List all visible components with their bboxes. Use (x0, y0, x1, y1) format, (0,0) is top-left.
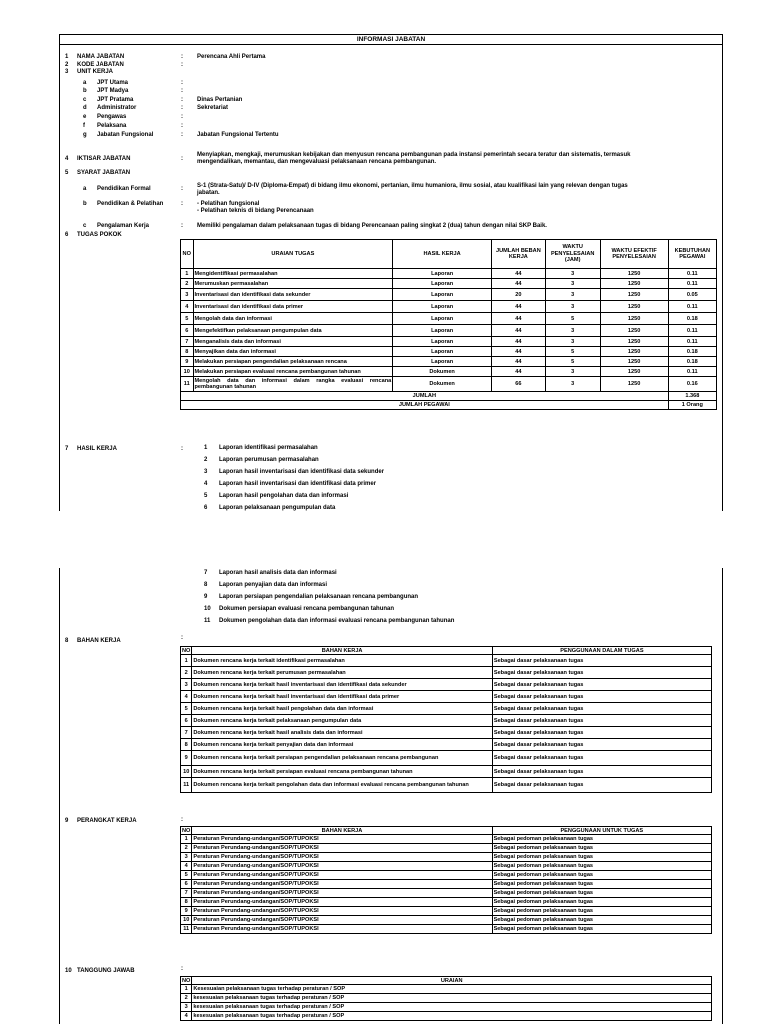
cell-waktu: 3 (545, 279, 600, 289)
cell-no: 6 (181, 880, 192, 889)
tugas-pokok-table (180, 239, 717, 410)
table-row (181, 667, 712, 679)
cell-uraian: Mengolah data dan informasi (193, 313, 393, 325)
field-label: UNIT KERJA (77, 69, 114, 75)
cell-no: 3 (181, 1003, 192, 1012)
list-item-number: 9 (204, 594, 208, 600)
cell-no: 6 (181, 325, 194, 337)
cell-bahan: Dokumen rencana kerja terkait penyajian data dan informasi (192, 739, 492, 751)
list-item-number: 11 (204, 618, 211, 624)
jumlah-row: JUMLAH 1.368 (181, 392, 717, 401)
cell-waktu: 5 (545, 357, 600, 367)
cell-guna: Sebagai pedoman pelaksanaan tugas (492, 907, 711, 916)
cell-hasil: Dokumen (393, 367, 492, 377)
field-label: KODE JABATAN (77, 62, 124, 68)
cell-guna: Sebagai pedoman pelaksanaan tugas (492, 898, 711, 907)
cell-waktu: 3 (545, 367, 600, 377)
section-tanggung-jawab: TANGGUNG JAWAB (77, 968, 135, 974)
cell-uraian: Melakukan persiapan pengendalian pelaksanaan rencana (193, 357, 393, 367)
cell-kebutuhan: 0.05 (668, 289, 716, 301)
table-row (181, 853, 712, 862)
cell-efektif: 1250 (600, 279, 668, 289)
cell-no: 8 (181, 898, 192, 907)
cell-no: 10 (181, 916, 192, 925)
cell-bahan: Peraturan Perundang-undangan/SOP/TUPOKSI (192, 898, 492, 907)
cell-beban: 44 (492, 337, 546, 347)
table-row (181, 889, 712, 898)
cell-waktu: 3 (545, 377, 600, 392)
cell-no: 1 (181, 985, 192, 994)
table-row (181, 377, 717, 392)
cell-hasil: Laporan (393, 337, 492, 347)
cell-uraian: kesesuaian pelaksanaan tugas terhadap peraturan / SOP (192, 994, 712, 1003)
list-item-number: 6 (204, 505, 208, 511)
cell-no: 11 (181, 778, 192, 793)
field-label: NAMA JABATAN (77, 54, 125, 60)
table-row (181, 778, 712, 793)
list-item: Laporan penyajian data dan informasi (219, 582, 328, 588)
cell-beban: 44 (492, 279, 546, 289)
cell-no: 2 (181, 279, 194, 289)
table-row (181, 325, 717, 337)
tanggung-jawab-table (180, 976, 712, 1021)
list-item-number: 5 (204, 493, 208, 499)
cell-bahan: Peraturan Perundang-undangan/SOP/TUPOKSI (192, 844, 492, 853)
table-row (181, 367, 717, 377)
table-row (181, 691, 712, 703)
cell-kebutuhan: 0.11 (668, 279, 716, 289)
table-row (181, 880, 712, 889)
cell-bahan: Peraturan Perundang-undangan/SOP/TUPOKSI (192, 880, 492, 889)
table-row (181, 313, 717, 325)
cell-hasil: Laporan (393, 279, 492, 289)
cell-bahan: Dokumen rencana kerja terkait hasil inventarisasi dan identifikasi data primer (192, 691, 492, 703)
cell-bahan: Dokumen rencana kerja terkait persiapan pengendalian pelaksanaan rencana pembangunan (192, 751, 492, 766)
table-header: NO BAHAN KERJA PENGGUNAAN UNTUK TUGAS (181, 827, 712, 835)
cell-bahan: Peraturan Perundang-undangan/SOP/TUPOKSI (192, 853, 492, 862)
cell-efektif: 1250 (600, 347, 668, 357)
cell-kebutuhan: 0.18 (668, 347, 716, 357)
cell-hasil: Laporan (393, 313, 492, 325)
table-row (181, 279, 717, 289)
table-row (181, 301, 717, 313)
cell-uraian: Menyajikan data dan informasi (193, 347, 393, 357)
cell-waktu: 3 (545, 269, 600, 279)
cell-efektif: 1250 (600, 367, 668, 377)
cell-uraian: Inventarisasi dan identifikasi data sekunder (193, 289, 393, 301)
cell-bahan: Peraturan Perundang-undangan/SOP/TUPOKSI (192, 862, 492, 871)
cell-uraian: Mengolah data dan informasi dalam rangka evaluasi rencana pembangunan tahunan (194, 378, 392, 390)
list-item-number: 7 (204, 570, 208, 576)
cell-waktu: 3 (545, 289, 600, 301)
cell-waktu: 3 (545, 337, 600, 347)
table-row (181, 1003, 712, 1012)
table-row (181, 751, 712, 766)
cell-no: 10 (181, 367, 194, 377)
cell-guna: Sebagai dasar pelaksanaan tugas (492, 715, 711, 727)
cell-waktu: 5 (545, 313, 600, 325)
cell-no: 8 (181, 739, 192, 751)
cell-no: 5 (181, 871, 192, 880)
cell-uraian: kesesuaian pelaksanaan tugas terhadap peraturan / SOP (192, 1012, 712, 1021)
cell-no: 4 (181, 1012, 192, 1021)
page-title: INFORMASI JABATAN (356, 36, 426, 43)
section-syarat-jabatan: SYARAT JABATAN (77, 170, 131, 176)
cell-bahan: Peraturan Perundang-undangan/SOP/TUPOKSI (192, 907, 492, 916)
cell-bahan: Dokumen rencana kerja terkait pelaksanaan pengumpulan data (192, 715, 492, 727)
cell-kebutuhan: 0.11 (668, 325, 716, 337)
cell-kebutuhan: 0.18 (668, 313, 716, 325)
cell-guna: Sebagai pedoman pelaksanaan tugas (492, 871, 711, 880)
cell-bahan: Peraturan Perundang-undangan/SOP/TUPOKSI (192, 925, 492, 934)
cell-no: 3 (181, 679, 192, 691)
jumlah-pegawai-row: JUMLAH PEGAWAI 1 Orang (181, 401, 717, 410)
list-item-number: 2 (204, 457, 208, 463)
cell-no: 7 (181, 727, 192, 739)
title-divider (60, 44, 722, 45)
table-row (181, 715, 712, 727)
cell-hasil: Laporan (393, 325, 492, 337)
cell-no: 5 (181, 313, 194, 325)
cell-kebutuhan: 0.16 (668, 377, 716, 392)
section-perangkat-kerja: PERANGKAT KERJA (77, 818, 137, 824)
cell-hasil: Laporan (393, 357, 492, 367)
cell-bahan: Dokumen rencana kerja terkait perumusan permasalahan (192, 667, 492, 679)
table-row (181, 739, 712, 751)
list-item: Laporan hasil inventarisasi dan identifikasi data primer (219, 481, 377, 487)
cell-bahan: Dokumen rencana kerja terkait persiapan evaluasi rencana pembangunan tahunan (192, 766, 492, 778)
cell-efektif: 1250 (600, 269, 668, 279)
cell-guna: Sebagai pedoman pelaksanaan tugas (492, 835, 711, 844)
table-row (181, 844, 712, 853)
cell-guna: Sebagai dasar pelaksanaan tugas (492, 778, 711, 793)
document-page-1: INFORMASI JABATAN 1 NAMA JABATAN : Perencana Ahli Pertama 2 KODE JABATAN : 3 UNIT KERJA a JPT Utama : b JPT Madya : c JPT Pratama : Dinas Pertanian d Administrator : Sekretariat e Pengawas : f Pelaksana : g Jabatan Fungsional : Jabatan Fungsional Tertentu 4 IKTISAR JABATAN : Menyiapkan, mengkaji, merumuskan kebijakan dan menyusun rencana pembangunan pada instansi pemerintah secara teratur dan sistematis, termasuk mengendalikan, memantau, dan mengevaluasi pelaksanaan rencana pembangunan. 5 SYARAT JABATAN a Pendidikan Formal : S-1 (Strata-Satu)/ D-IV (Diploma-Empat) di bidang ilmu ekonomi, pertanian, ilmu humaniora, ilmu sosial, atau kualifikasi lain yang relevan dengan tugas jabatan. b Pendidikan & Pelatihan : - Pelatihan fungsional - Pelatihan teknis di bidang Perencanaan c Pengalaman Kerja : Memiliki pengalaman dalam pelaksanaan tugas di bidang Perencanaan paling singkat 2 (dua) tahun dengan nilai SKP Baik. 6 TUGAS POKOK NO URAIAN TUGAS HASIL KERJA JUMLAH BEBAN KERJA WAKTU PENYELESAIAN (JAM) WAKTU EFEKTIF PENYELESAIAN KEBUTUHAN PEGAWAI 1 Mengidentifikasi permasalahan Laporan 44 3 1250 0.11 2 Merumuskan permasalahan Laporan 44 3 1250 0.11 3 Inventarisasi dan identifikasi data sekunder Laporan 20 3 1250 0.05 4 Inventarisasi dan identifikasi data primer Laporan 44 3 1250 0.11 5 Mengolah data dan informasi Laporan 44 5 1250 0.18 6 Mengefektifkan pelaksanaan pengumpulan data Laporan 44 3 1250 0.11 7 Menganalisis data dan informasi Laporan 44 3 1250 0.11 8 Menyajikan data dan informasi Laporan 44 5 1250 0.18 9 Melakukan persiapan pengendalian pelaksanaan rencana Laporan 44 5 1250 0.18 10 Melakukan persiapan evaluasi rencana pembangunan tahunan Dokumen 44 3 1250 0.11 11 Mengolah data dan informasi dalam rangka evaluasi rencana pembangunan tahunan Dokumen 66 3 1250 0.16 JUMLAH 1.368 JUMLAH PEGAWAI 1 Orang 7 HASIL KERJA : 1 Laporan identifikasi permasalahan 2 Laporan perumusan permasalahan 3 Laporan hasil inventarisasi dan identifikasi data sekunder 4 Laporan hasil inventarisasi dan identifikasi data primer 5 Laporan hasil pengolahan data dan informasi 6 Laporan pelaksanaan pengumpulan data (59, 34, 723, 511)
table-row (181, 862, 712, 871)
list-item: Laporan hasil analisis data dan informasi (219, 570, 337, 576)
cell-no: 9 (181, 907, 192, 916)
table-row (181, 337, 717, 347)
cell-guna: Sebagai pedoman pelaksanaan tugas (492, 844, 711, 853)
cell-no: 7 (181, 889, 192, 898)
bahan-kerja-table (180, 646, 712, 793)
table-row (181, 1012, 712, 1021)
cell-guna: Sebagai pedoman pelaksanaan tugas (492, 889, 711, 898)
cell-no: 10 (181, 766, 192, 778)
cell-bahan: Dokumen rencana kerja terkait hasil analisis data dan informasi (192, 727, 492, 739)
cell-guna: Sebagai pedoman pelaksanaan tugas (492, 862, 711, 871)
cell-guna: Sebagai pedoman pelaksanaan tugas (492, 916, 711, 925)
cell-kebutuhan: 0.11 (668, 367, 716, 377)
cell-beban: 44 (492, 269, 546, 279)
cell-no: 4 (181, 691, 192, 703)
section-tugas-pokok: TUGAS POKOK (77, 232, 122, 238)
cell-hasil: Dokumen (393, 377, 492, 392)
list-item: Dokumen persiapan evaluasi rencana pembangunan tahunan (219, 606, 395, 612)
list-item-number: 10 (204, 606, 211, 612)
cell-beban: 44 (492, 325, 546, 337)
cell-kebutuhan: 0.11 (668, 337, 716, 347)
cell-no: 1 (181, 655, 192, 667)
cell-bahan: Peraturan Perundang-undangan/SOP/TUPOKSI (192, 889, 492, 898)
cell-no: 2 (181, 667, 192, 679)
list-item-number: 1 (204, 445, 208, 451)
cell-no: 4 (181, 862, 192, 871)
cell-waktu: 3 (545, 301, 600, 313)
cell-uraian: Kesesuaian pelaksanaan tugas terhadap peraturan / SOP (192, 985, 712, 994)
cell-guna: Sebagai pedoman pelaksanaan tugas (492, 853, 711, 862)
table-row (181, 925, 712, 934)
cell-uraian: Mengefektifkan pelaksanaan pengumpulan data (193, 325, 393, 337)
cell-no: 2 (181, 844, 192, 853)
table-row (181, 907, 712, 916)
cell-no: 5 (181, 703, 192, 715)
list-item: Laporan identifikasi permasalahan (219, 445, 318, 451)
table-row (181, 994, 712, 1003)
cell-uraian: Mengidentifikasi permasalahan (193, 269, 393, 279)
cell-uraian: Inventarisasi dan identifikasi data primer (193, 301, 393, 313)
table-row (181, 357, 717, 367)
list-item: Laporan hasil pengolahan data dan informasi (219, 493, 349, 499)
cell-bahan: Dokumen rencana kerja terkait hasil inventarisasi dan identifikasi data sekunder (192, 679, 492, 691)
table-row (181, 703, 712, 715)
cell-guna: Sebagai pedoman pelaksanaan tugas (492, 925, 711, 934)
document-page-2: 7 Laporan hasil analisis data dan informasi 8 Laporan penyajian data dan informasi 9 Laporan persiapan pengendalian pelaksanaan rencana pembangunan 10 Dokumen persiapan evaluasi rencana pembangunan tahunan 11 Dokumen pengolahan data dan informasi evaluasi rencana pembangunan tahunan : 8 BAHAN KERJA NO BAHAN KERJA PENGGUNAAN DALAM TUGAS 1 Dokumen rencana kerja terkait identifikasi permasalahan Sebagai dasar pelaksanaan tugas 2 Dokumen rencana kerja terkait perumusan permasalahan Sebagai dasar pelaksanaan tugas 3 Dokumen rencana kerja terkait hasil inventarisasi dan identifikasi data sekunder Sebagai dasar pelaksanaan tugas 4 Dokumen rencana kerja terkait hasil inventarisasi dan identifikasi data primer Sebagai dasar pelaksanaan tugas 5 Dokumen rencana kerja terkait hasil pengolahan data dan informasi Sebagai dasar pelaksanaan tugas 6 Dokumen rencana kerja terkait pelaksanaan pengumpulan data Sebagai dasar pelaksanaan tugas 7 Dokumen rencana kerja terkait hasil analisis data dan informasi Sebagai dasar pelaksanaan tugas 8 Dokumen rencana kerja terkait penyajian data dan informasi Sebagai dasar pelaksanaan tugas 9 Dokumen rencana kerja terkait persiapan pengendalian pelaksanaan rencana pembangunan Sebagai dasar pelaksanaan tugas 10 Dokumen rencana kerja terkait persiapan evaluasi rencana pembangunan tahunan Sebagai dasar pelaksanaan tugas 11 Dokumen rencana kerja terkait pengolahan data dan informasi evaluasi rencana pembangunan tahunan Sebagai dasar pelaksanaan tugas : 9 PERANGKAT KERJA NO BAHAN KERJA PENGGUNAAN UNTUK TUGAS 1 Peraturan Perundang-undangan/SOP/TUPOKSI Sebagai pedoman pelaksanaan tugas 2 Peraturan Perundang-undangan/SOP/TUPOKSI Sebagai pedoman pelaksanaan tugas 3 Peraturan Perundang-undangan/SOP/TUPOKSI Sebagai pedoman pelaksanaan tugas 4 Peraturan Perundang-undangan/SOP/TUPOKSI Sebagai pedoman pelaksanaan tugas 5 Peraturan Perundang-undangan/SOP/TUPOKSI Sebagai pedoman pelaksanaan tugas 6 Peraturan Perundang-undangan/SOP/TUPOKSI Sebagai pedoman pelaksanaan tugas 7 Peraturan Perundang-undangan/SOP/TUPOKSI Sebagai pedoman pelaksanaan tugas 8 Peraturan Perundang-undangan/SOP/TUPOKSI Sebagai pedoman pelaksanaan tugas 9 Peraturan Perundang-undangan/SOP/TUPOKSI Sebagai pedoman pelaksanaan tugas 10 Peraturan Perundang-undangan/SOP/TUPOKSI Sebagai pedoman pelaksanaan tugas 11 Peraturan Perundang-undangan/SOP/TUPOKSI Sebagai pedoman pelaksanaan tugas : 10 TANGGUNG JAWAB NO URAIAN 1 Kesesuaian pelaksanaan tugas terhadap peraturan / SOP 2 kesesuaian pelaksanaan tugas terhadap peraturan / SOP 3 kesesuaian pelaksanaan tugas terhadap peraturan / SOP 4 kesesuaian pelaksanaan tugas terhadap peraturan / SOP (59, 568, 723, 1024)
cell-kebutuhan: 0.11 (668, 269, 716, 279)
cell-uraian: Menganalisis data dan informasi (193, 337, 393, 347)
table-header: NO URAIAN (181, 977, 712, 985)
list-item: Laporan persiapan pengendalian pelaksanaan rencana pembangunan (219, 594, 419, 600)
cell-no: 7 (181, 337, 194, 347)
table-row (181, 679, 712, 691)
table-row (181, 916, 712, 925)
cell-beban: 44 (492, 357, 546, 367)
table-header: NO BAHAN KERJA PENGGUNAAN DALAM TUGAS (181, 647, 712, 655)
cell-no: 1 (181, 835, 192, 844)
cell-uraian: kesesuaian pelaksanaan tugas terhadap peraturan / SOP (192, 1003, 712, 1012)
table-row (181, 727, 712, 739)
table-row (181, 766, 712, 778)
cell-no: 3 (181, 853, 192, 862)
cell-bahan: Dokumen rencana kerja terkait hasil pengolahan data dan informasi (192, 703, 492, 715)
cell-bahan: Dokumen rencana kerja terkait identifikasi permasalahan (192, 655, 492, 667)
list-item: Dokumen pengolahan data dan informasi evaluasi rencana pembangunan tahunan (219, 618, 455, 624)
cell-beban: 66 (492, 377, 546, 392)
cell-guna: Sebagai dasar pelaksanaan tugas (492, 766, 711, 778)
list-item: Laporan hasil inventarisasi dan identifikasi data sekunder (219, 469, 385, 475)
cell-bahan: Peraturan Perundang-undangan/SOP/TUPOKSI (192, 871, 492, 880)
cell-beban: 20 (492, 289, 546, 301)
cell-kebutuhan: 0.11 (668, 301, 716, 313)
table-row (181, 289, 717, 301)
cell-uraian: Merumuskan permasalahan (193, 279, 393, 289)
list-item-number: 8 (204, 582, 208, 588)
table-row (181, 871, 712, 880)
cell-no: 11 (181, 377, 194, 392)
cell-efektif: 1250 (600, 337, 668, 347)
cell-guna: Sebagai dasar pelaksanaan tugas (492, 679, 711, 691)
cell-no: 3 (181, 289, 194, 301)
table-row (181, 985, 712, 994)
cell-efektif: 1250 (600, 357, 668, 367)
cell-efektif: 1250 (600, 325, 668, 337)
cell-waktu: 3 (545, 325, 600, 337)
list-item: Laporan perumusan permasalahan (219, 457, 319, 463)
cell-guna: Sebagai dasar pelaksanaan tugas (492, 691, 711, 703)
cell-beban: 44 (492, 347, 546, 357)
cell-bahan: Peraturan Perundang-undangan/SOP/TUPOKSI (192, 916, 492, 925)
cell-guna: Sebagai dasar pelaksanaan tugas (492, 727, 711, 739)
cell-efektif: 1250 (600, 313, 668, 325)
field-value: Perencana Ahli Pertama (197, 54, 266, 60)
cell-hasil: Laporan (393, 289, 492, 301)
cell-beban: 44 (492, 313, 546, 325)
list-item-number: 4 (204, 481, 208, 487)
cell-no: 4 (181, 301, 194, 313)
cell-no: 8 (181, 347, 194, 357)
cell-hasil: Laporan (393, 269, 492, 279)
cell-guna: Sebagai dasar pelaksanaan tugas (492, 751, 711, 766)
cell-waktu: 5 (545, 347, 600, 357)
cell-guna: Sebagai pedoman pelaksanaan tugas (492, 880, 711, 889)
cell-efektif: 1250 (600, 301, 668, 313)
table-row (181, 655, 712, 667)
cell-no: 2 (181, 994, 192, 1003)
cell-efektif: 1250 (600, 377, 668, 392)
cell-bahan: Peraturan Perundang-undangan/SOP/TUPOKSI (192, 835, 492, 844)
perangkat-kerja-table (180, 826, 712, 934)
cell-no: 9 (181, 751, 192, 766)
cell-hasil: Laporan (393, 301, 492, 313)
cell-no: 9 (181, 357, 194, 367)
table-row (181, 835, 712, 844)
cell-guna: Sebagai dasar pelaksanaan tugas (492, 739, 711, 751)
cell-no: 1 (181, 269, 194, 279)
cell-bahan: Dokumen rencana kerja terkait pengolahan data dan informasi evaluasi rencana pembangunan tahunan (192, 778, 492, 793)
cell-guna: Sebagai dasar pelaksanaan tugas (492, 655, 711, 667)
cell-beban: 44 (492, 301, 546, 313)
cell-no: 6 (181, 715, 192, 727)
cell-hasil: Laporan (393, 347, 492, 357)
cell-guna: Sebagai dasar pelaksanaan tugas (492, 667, 711, 679)
table-row (181, 347, 717, 357)
table-header: NO URAIAN TUGAS HASIL KERJA JUMLAH BEBAN KERJA WAKTU PENYELESAIAN (JAM) WAKTU EFEKTIF PENYELESAIAN KEBUTUHAN PEGAWAI (181, 240, 717, 269)
cell-uraian: Melakukan persiapan evaluasi rencana pembangunan tahunan (193, 367, 393, 377)
cell-efektif: 1250 (600, 289, 668, 301)
table-row (181, 898, 712, 907)
cell-no: 11 (181, 925, 192, 934)
list-item-number: 3 (204, 469, 208, 475)
table-row (181, 269, 717, 279)
cell-kebutuhan: 0.18 (668, 357, 716, 367)
cell-beban: 44 (492, 367, 546, 377)
list-item: Laporan pelaksanaan pengumpulan data (219, 505, 336, 511)
section-bahan-kerja: BAHAN KERJA (77, 638, 121, 644)
cell-guna: Sebagai dasar pelaksanaan tugas (492, 703, 711, 715)
